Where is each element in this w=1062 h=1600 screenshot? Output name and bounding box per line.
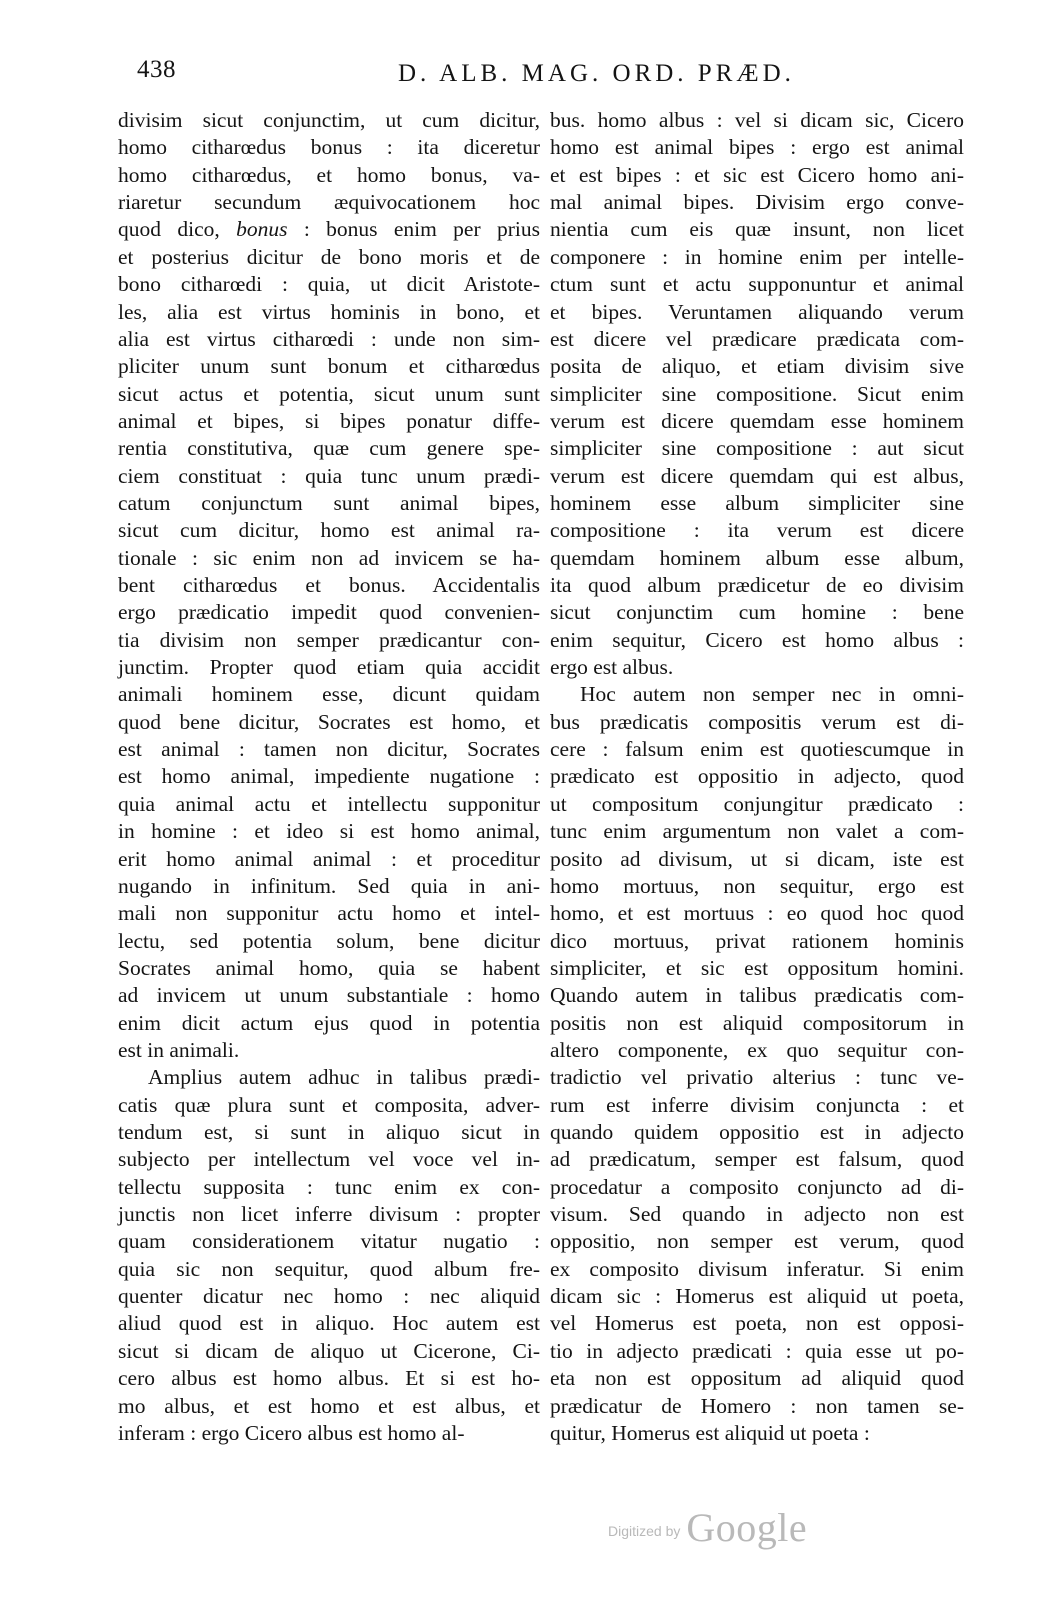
text-line: sicut si dicam de aliquo ut Cicerone, Ci- <box>118 1338 540 1363</box>
text-line: lectu, sed potentia solum, bene dicitur <box>118 928 540 953</box>
text-line: quenter dicatur nec homo : nec aliquid <box>118 1284 540 1308</box>
text-line: sicut cum dicitur, homo est animal ra- <box>118 518 540 543</box>
text-line: quia animal actu et intellectu supponitur <box>118 791 540 816</box>
text-line: quam considerationem vitatur nugatio : <box>118 1229 540 1254</box>
text-line: ita quod album prædicetur de eo divisim <box>550 573 964 597</box>
text-line: tendum est, si sunt in aliquo sicut in <box>118 1120 540 1144</box>
text-line: quemdam hominem album esse album, <box>550 545 964 570</box>
text-line: catum conjunctum sunt animal bipes, <box>118 490 540 515</box>
text-line: sicut actus et potentia, sicut unum sunt <box>118 381 540 406</box>
text-line: sicut conjunctim cum homine : bene <box>550 600 964 625</box>
text-line: prædicato est oppositio in adjecto, quod <box>550 764 964 789</box>
text-line: Hoc autem non semper nec in omni- <box>580 682 964 707</box>
text-line: junctis non licet inferre divisum : propter <box>118 1202 540 1226</box>
text-line: eta non est oppositum ad aliquid quod <box>550 1366 964 1391</box>
google-logo: Google <box>686 1505 808 1550</box>
text-line: oppositio, non semper est verum, quod <box>550 1229 964 1254</box>
text-line: alia est virtus citharœdi : unde non sim- <box>118 326 540 351</box>
text-line: cere : falsum enim est quotiescumque in <box>550 737 964 762</box>
text-line: verum est dicere quemdam esse hominem <box>550 408 964 433</box>
text-line: ut compositum conjungitur prædicato : <box>550 791 964 816</box>
text-line: ergo est albus. <box>550 655 674 679</box>
text-line: enim sequitur, Cicero est homo albus : <box>550 627 964 652</box>
text-line: quitur, Homerus est aliquid ut poeta : <box>550 1420 870 1445</box>
text-line: ciem constituat : quia tunc unum prædi- <box>118 463 540 488</box>
text-line: nugando in infinitum. Sed quia in ani- <box>118 873 540 898</box>
text-line: mo albus, et est homo et est albus, et <box>118 1393 540 1418</box>
text-line: homo mortuus, non sequitur, ergo est <box>550 873 964 898</box>
text-line: Socrates animal homo, quia se habent <box>118 955 540 980</box>
text-line: tia divisim non semper prædicantur con- <box>118 627 540 652</box>
text-line: quod dico, bonus : bonus enim per prius <box>118 217 540 242</box>
text-line: hominem esse album simpliciter sine <box>550 490 964 515</box>
text-line: dico mortuus, privat rationem hominis <box>550 928 964 953</box>
text-line: positis non est aliquid compositorum in <box>550 1010 964 1035</box>
text-line: procedatur a composito conjuncto ad di- <box>550 1174 964 1199</box>
text-line: junctim. Propter quod etiam quia accidit <box>118 655 540 679</box>
text-line: ctum sunt et actu supponuntur et animal <box>550 272 964 297</box>
text-line: rentia constitutiva, quæ cum genere spe- <box>118 436 540 461</box>
text-line: bent citharœdus et bonus. Accidentalis <box>118 573 540 597</box>
text-line: ad invicem ut unum substantiale : homo <box>118 983 540 1008</box>
text-line: simpliciter sine compositione : aut sicut <box>550 436 964 461</box>
running-head: D. ALB. MAG. ORD. PRÆD. <box>398 60 795 87</box>
text-line: homo, et est mortuus : eo quod hoc quod <box>550 901 964 926</box>
text-line: les, alia est virtus hominis in bono, et <box>118 299 540 324</box>
text-line: animal et bipes, si bipes ponatur diffe- <box>118 408 540 433</box>
text-line: quando quidem oppositio est in adjecto <box>550 1120 964 1144</box>
text-line: cero albus est homo albus. Et si est ho- <box>118 1366 540 1391</box>
text-line: visum. Sed quando in adjecto non est <box>550 1202 964 1226</box>
text-line: simpliciter sine compositione. Sicut enim <box>550 381 964 406</box>
text-line: verum est dicere quemdam qui est albus, <box>550 463 964 488</box>
text-line: mali non supponitur actu homo et intel- <box>118 901 540 926</box>
text-line: est homo animal, impediente nugatione : <box>118 764 540 789</box>
text-line: quod bene dicitur, Socrates est homo, et <box>118 709 540 734</box>
text-line: catis quæ plura sunt et composita, adver- <box>118 1092 540 1117</box>
text-line: est animal : tamen non dicitur, Socrates <box>118 737 540 762</box>
digitized-watermark <box>608 1498 807 1548</box>
text-line: homo citharœdus, et homo bonus, va- <box>118 162 540 187</box>
text-line: mal animal bipes. Divisim ergo conve- <box>550 190 964 215</box>
text-line: tellectu supposita : tunc enim ex con- <box>118 1174 540 1199</box>
text-line: aliud quod est in aliquo. Hoc autem est <box>118 1311 540 1336</box>
text-line: erit homo animal animal : et proceditur <box>118 846 540 871</box>
text-line: et posterius dicitur de bono moris et de <box>118 244 540 269</box>
text-line: subjecto per intellectum vel voce vel in- <box>118 1147 540 1172</box>
text-line: nientia cum eis quæ insunt, non licet <box>550 217 964 242</box>
text-line: dicam sic : Homerus est aliquid ut poeta, <box>550 1284 964 1308</box>
text-line: inferam : ergo Cicero albus est homo al- <box>118 1420 465 1445</box>
text-line: compositione : ita verum est dicere <box>550 518 964 543</box>
text-line: bono citharœdi : quia, ut dicit Aristote- <box>118 272 540 297</box>
text-line: tunc enim argumentum non valet a com- <box>550 819 964 844</box>
text-line: est dicere vel prædicare prædicata com- <box>550 326 964 351</box>
text-line: enim dicit actum ejus quod in potentia <box>118 1010 540 1035</box>
text-line: ex composito divisum inferatur. Si enim <box>550 1256 964 1281</box>
text-line: componere : in homine enim per intelle- <box>550 244 964 269</box>
text-line: rum est inferre divisim conjuncta : et <box>550 1092 964 1117</box>
text-line: vel Homerus est poeta, non est opposi- <box>550 1311 964 1336</box>
text-line: est in animali. <box>118 1037 240 1062</box>
text-line: altero componente, ex quo sequitur con- <box>550 1037 964 1062</box>
text-line: riaretur secundum æquivocationem hoc <box>118 190 540 215</box>
text-line: homo citharœdus bonus : ita diceretur <box>118 135 540 160</box>
text-line: homo est animal bipes : ergo est animal <box>550 135 964 160</box>
text-line: pliciter unum sunt bonum et citharœdus <box>118 354 540 379</box>
text-line: tio in adjecto prædicati : quia esse ut po- <box>550 1338 964 1363</box>
text-line: posita de aliquo, et etiam divisim sive <box>550 354 964 379</box>
watermark-prefix: Digitized by <box>608 1523 681 1539</box>
text-line: bus. homo albus : vel si dicam sic, Cicero <box>550 108 964 132</box>
text-line: tionale : sic enim non ad invicem se ha- <box>118 545 540 570</box>
text-line: posito ad divisum, ut si dicam, iste est <box>550 846 964 871</box>
text-line: animali hominem esse, dicunt quidam <box>118 682 540 707</box>
text-line: et est bipes : et sic est Cicero homo ani- <box>550 162 964 187</box>
text-line: quia sic non sequitur, quod album fre- <box>118 1256 540 1281</box>
text-line: divisim sicut conjunctim, ut cum dicitur, <box>118 108 540 132</box>
text-line: bus prædicatis compositis verum est di- <box>550 709 964 734</box>
page-number: 438 <box>137 56 176 83</box>
text-line: Quando autem in talibus prædicatis com- <box>550 983 964 1008</box>
text-line: tradictio vel privatio alterius : tunc ve- <box>550 1065 964 1090</box>
text-line: et bipes. Veruntamen aliquando verum <box>550 299 964 324</box>
text-line: in homine : et ideo si est homo animal, <box>118 819 540 844</box>
text-line: Amplius autem adhuc in talibus prædi- <box>148 1065 540 1090</box>
text-line: ad prædicatum, semper est falsum, quod <box>550 1147 964 1172</box>
text-line: simpliciter, et sic est oppositum homini. <box>550 955 964 980</box>
text-line: prædicatur de Homero : non tamen se- <box>550 1393 964 1418</box>
text-line: ergo prædicatio impedit quod convenien- <box>118 600 540 625</box>
